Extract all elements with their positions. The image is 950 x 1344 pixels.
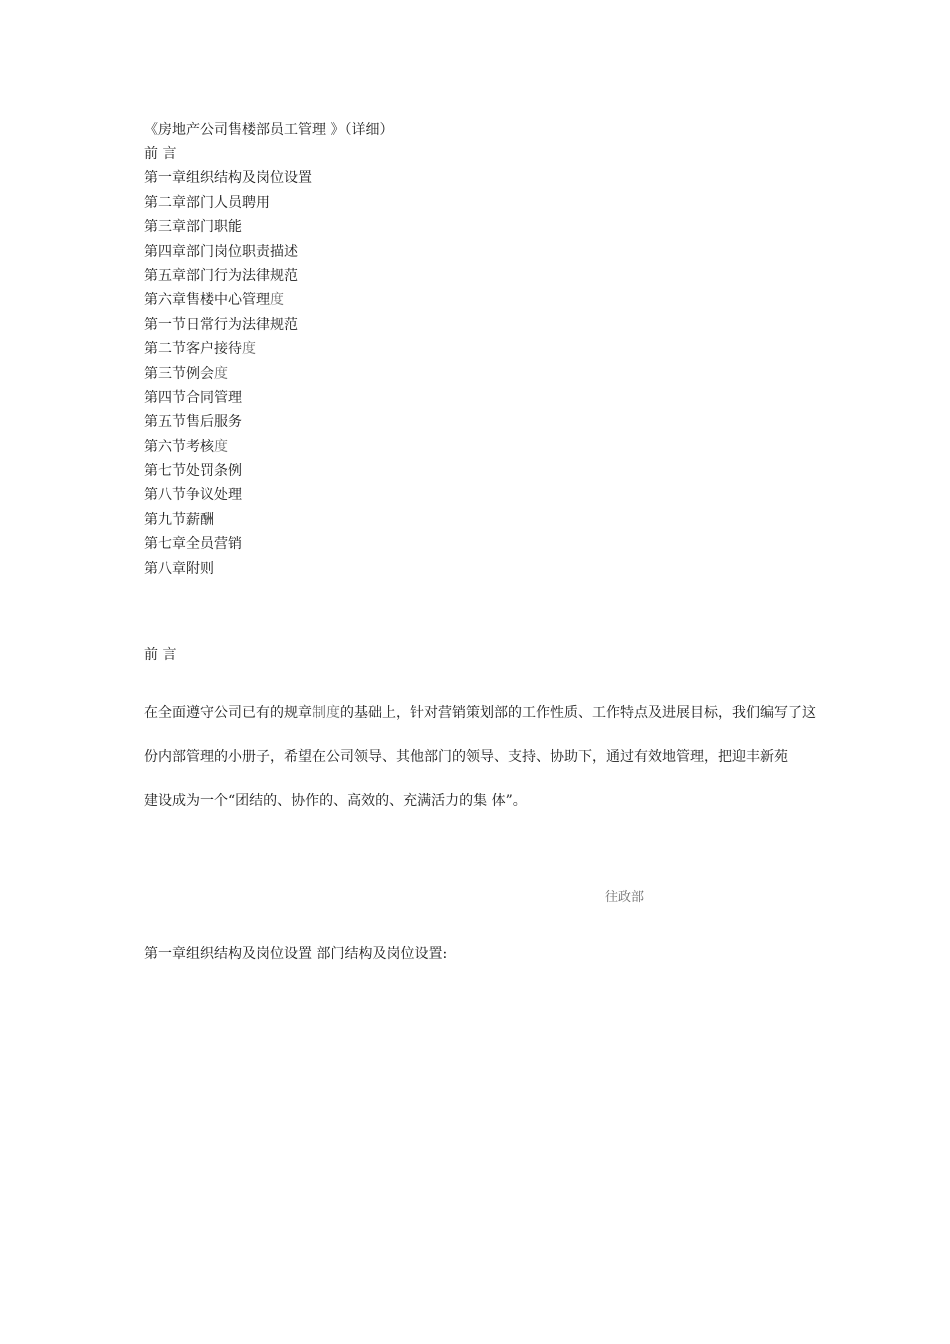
toc-item-text: 第四章部门岗位职责描述: [144, 243, 298, 260]
preface-text: 在全面遵守公司已有的规章: [144, 705, 312, 721]
toc-item-text: 第一章组织结构及岗位设置: [144, 170, 312, 187]
toc-item-suffix: 度: [270, 292, 284, 309]
preface-paragraph-line: [144, 703, 816, 723]
toc-item: [144, 242, 312, 266]
toc-item: [144, 266, 312, 290]
toc-item-text: 第九节薪酬: [144, 511, 214, 528]
toc-item: [144, 339, 312, 363]
toc-item: [144, 461, 312, 485]
preface-paragraph-line: 建设成为一个“团结的、协作的、高效的、充满活力的集 体”。: [144, 793, 527, 809]
toc-item-text: 第一节日常行为法律规范: [144, 316, 298, 333]
toc-item-text: 第六节考核: [144, 438, 214, 455]
toc-item-text: 第三节例会: [144, 365, 214, 382]
toc-item: [144, 510, 312, 534]
preface-text: 的基础上，针对营销策划部的工作性质、工作特点及进展目标，我们编写了这: [340, 705, 816, 721]
table-of-contents: [144, 144, 312, 583]
toc-item-text: 第五节售后服务: [144, 414, 242, 431]
toc-item-text: 第二章部门人员聘用: [144, 194, 270, 211]
toc-item: [144, 364, 312, 388]
preface-text-gray: 制度: [312, 705, 340, 721]
toc-item-text: 第七章全员营销: [144, 536, 242, 553]
toc-item-text: 第四节合同管理: [144, 389, 242, 406]
toc-item: [144, 559, 312, 583]
toc-item: [144, 534, 312, 558]
toc-item-suffix: 度: [214, 438, 228, 455]
toc-item: [144, 144, 312, 168]
toc-item-text: 第八节争议处理: [144, 487, 242, 504]
toc-item-suffix: 度: [214, 365, 228, 382]
toc-item: [144, 290, 312, 314]
preface-heading: 前 言: [144, 647, 177, 663]
toc-item: [144, 217, 312, 241]
toc-item-text: 第二节客户接待: [144, 341, 242, 358]
toc-item: [144, 168, 312, 192]
toc-item-suffix: 度: [242, 341, 256, 358]
toc-item-text: 第六章售楼中心管理: [144, 292, 270, 309]
chapter-heading: 第一章组织结构及岗位设置 部门结构及岗位设置:: [144, 946, 448, 962]
toc-item-text: 第三章部门职能: [144, 219, 242, 236]
document-title: 《房地产公司售楼部员工管理 》（详细）: [144, 122, 394, 138]
toc-item: [144, 412, 312, 436]
toc-item-text: 第七节处罚条例: [144, 463, 242, 480]
preface-signature: 往政部: [605, 890, 645, 905]
toc-item-text: 第八章附则: [144, 560, 214, 577]
toc-item: [144, 485, 312, 509]
toc-item-text: 第五章部门行为法律规范: [144, 267, 298, 284]
toc-item-text: 前 言: [144, 146, 177, 162]
toc-item: [144, 437, 312, 461]
toc-item: [144, 315, 312, 339]
toc-item: [144, 193, 312, 217]
toc-item: [144, 388, 312, 412]
preface-paragraph-line: 份内部管理的小册子，希望在公司领导、其他部门的领导、支持、协助下，通过有效地管理，把迎丰新苑: [144, 749, 788, 765]
